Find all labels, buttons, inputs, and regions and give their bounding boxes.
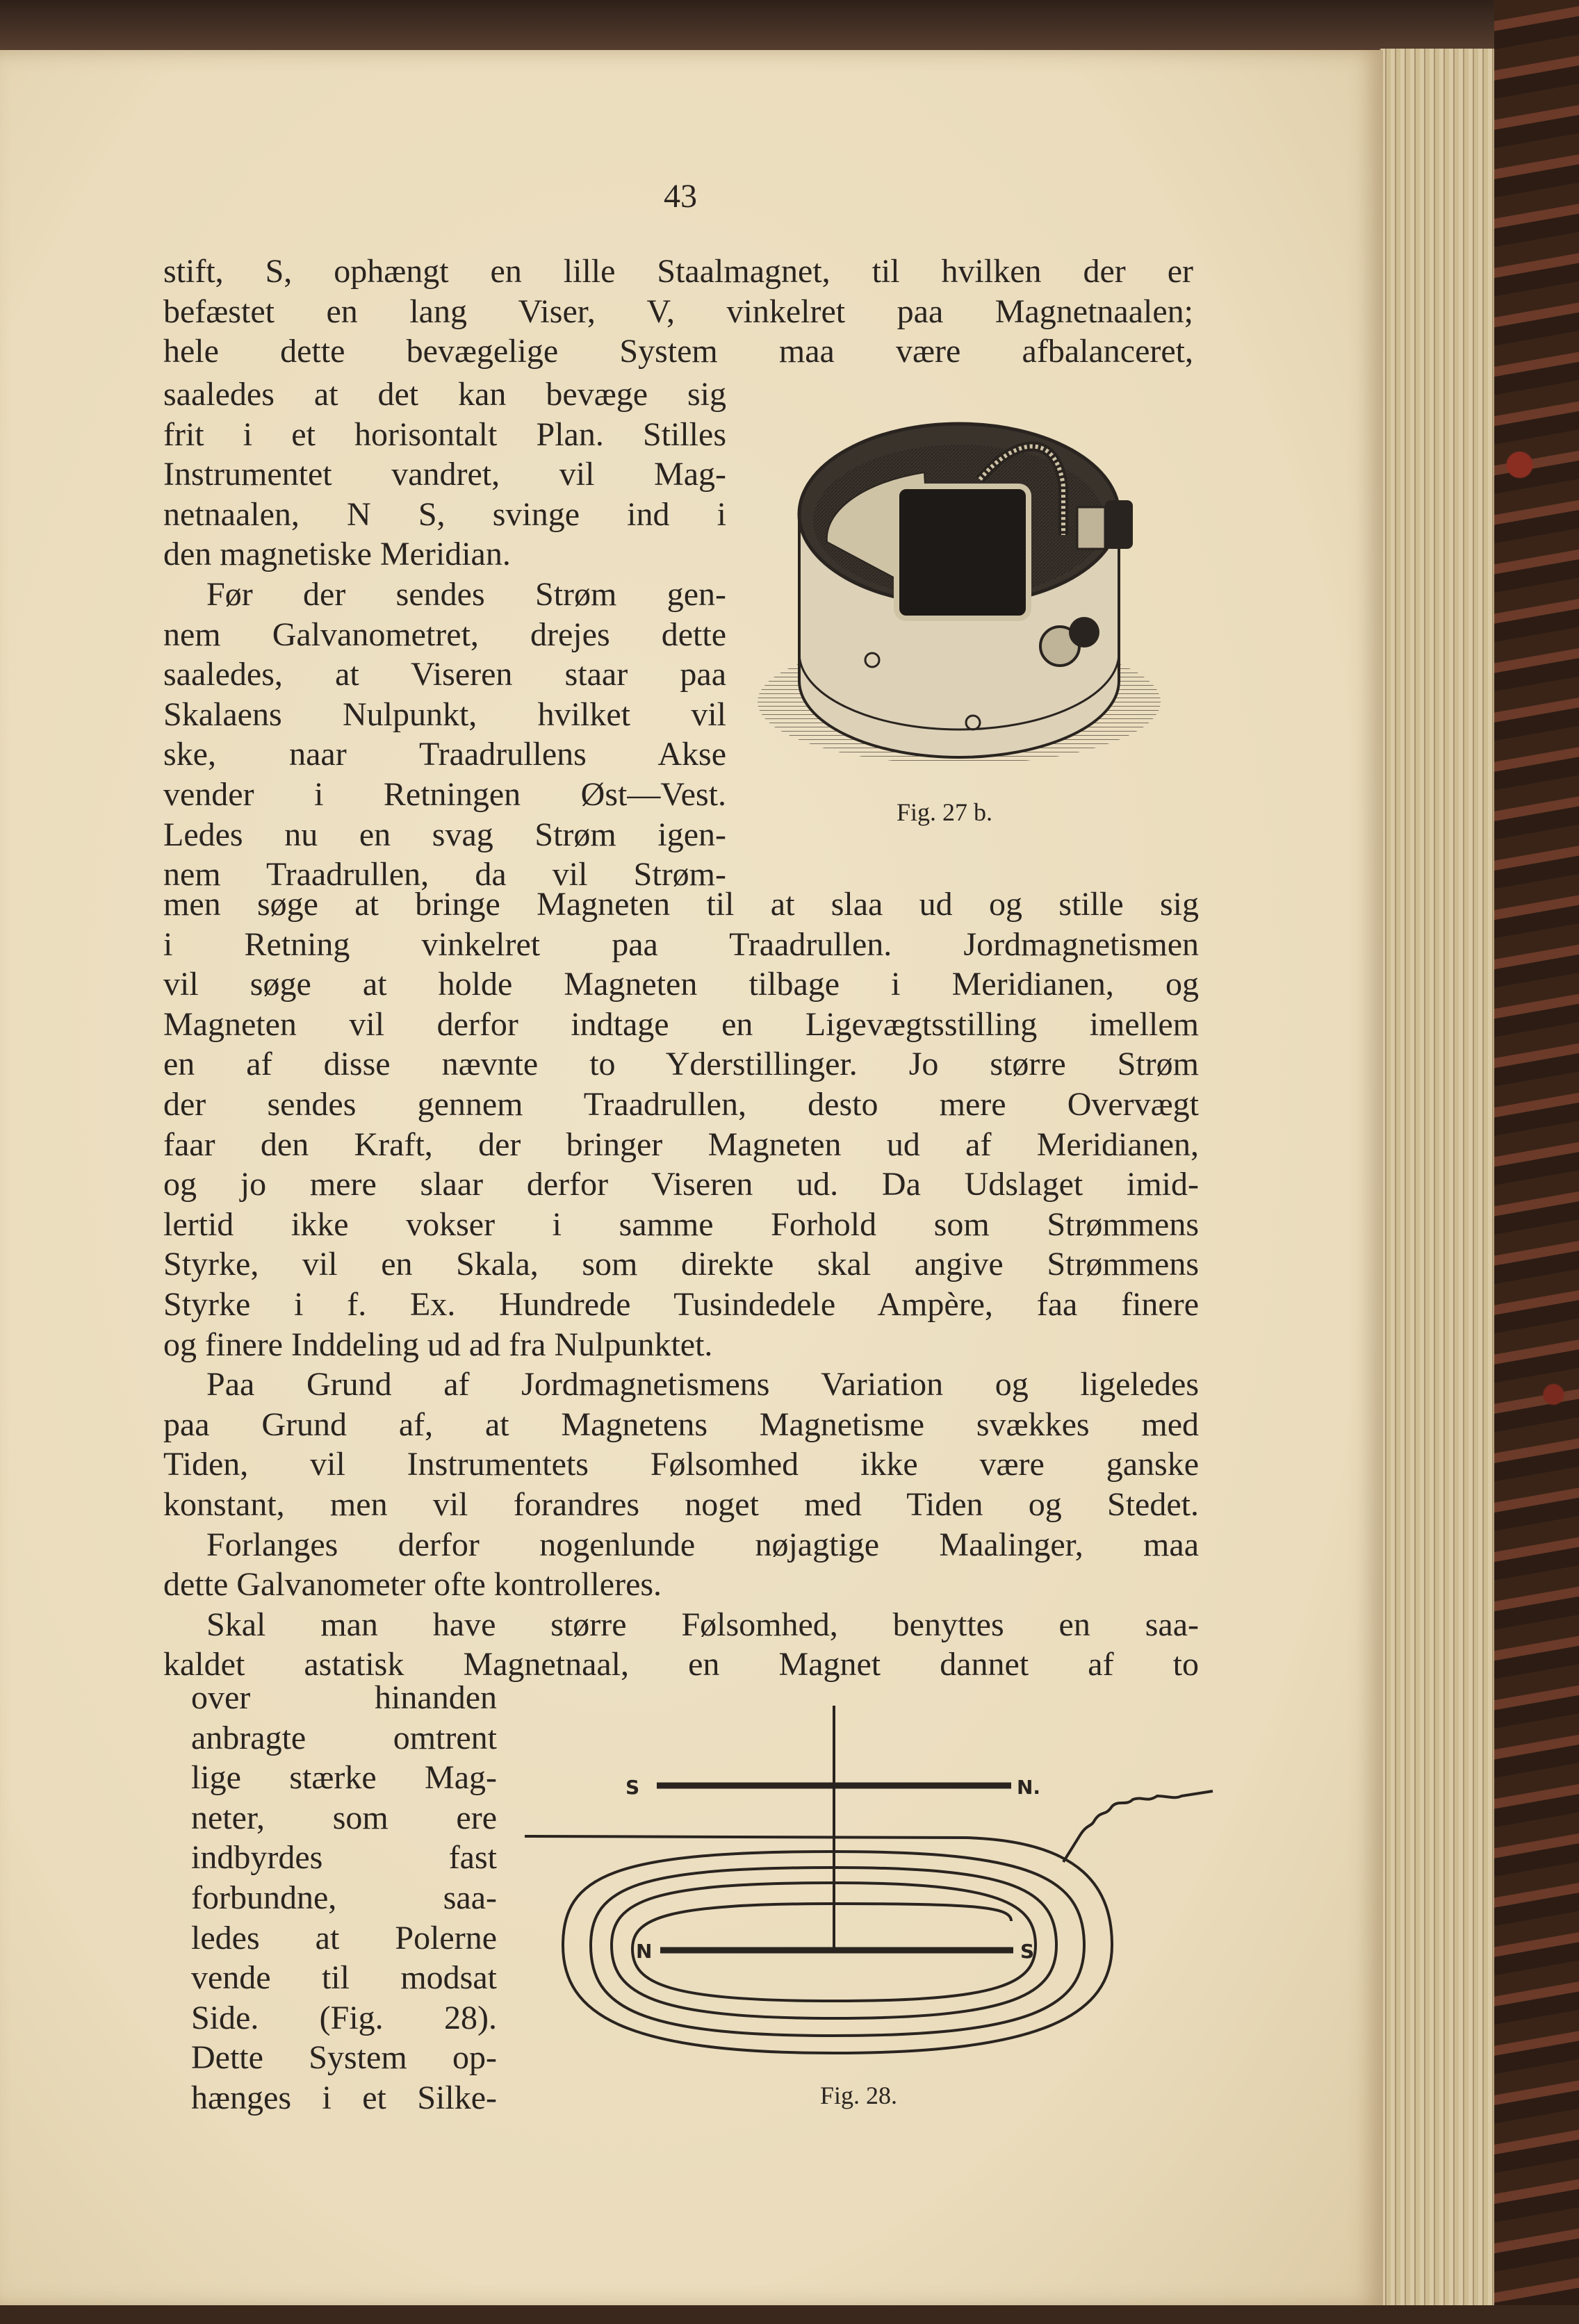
label-lower-s: S: [1020, 1940, 1035, 1963]
text-line: paa Grund af, at Magnetens Magnetisme svækkes med: [163, 1406, 1199, 1443]
text-line: kaldet astatisk Magnetnaal, en Magnet dannet af to: [163, 1646, 1199, 1683]
text-line: ledes at Polerne: [191, 1919, 497, 1956]
text-line: Skalaens Nulpunkt, hvilket vil: [163, 695, 726, 733]
label-upper-s: S: [625, 1776, 640, 1799]
text-line: frit i et horisontalt Plan. Stilles: [163, 415, 726, 453]
text-line: indbyrdes fast: [191, 1839, 497, 1877]
text-line: en af disse nævnte to Yderstillinger. Jo større Strøm: [163, 1046, 1199, 1083]
text-line: hele dette bevægelige System maa være afbalanceret,: [163, 333, 1193, 370]
text-line: der sendes gennem Traadrullen, desto mere Overvægt: [163, 1086, 1199, 1123]
text-line: og finere Inddeling ud ad fra Nulpunktet.: [163, 1326, 713, 1363]
text-line: forbundne, saa-: [191, 1879, 497, 1916]
text-line: ske, naar Traadrullens Akse: [163, 736, 726, 773]
text-line: men søge at bringe Magneten til at slaa ud og stille sig: [163, 886, 1199, 923]
text-line: Magneten vil derfor indtage en Ligevægtsstilling imellem: [163, 1005, 1199, 1043]
text-line: Før der sendes Strøm gen-: [206, 576, 726, 613]
text-line: Styrke, vil en Skala, som direkte skal angive Strømmens: [163, 1246, 1199, 1283]
text-line: i Retning vinkelret paa Traadrullen. Jordmagnetismen: [163, 925, 1199, 963]
text-line: faar den Kraft, der bringer Magneten ud af Meridianen,: [163, 1126, 1199, 1163]
figure-28-caption: Fig. 28.: [820, 2082, 898, 2109]
book-cover-top: [0, 0, 1579, 56]
text-line: stift, S, ophængt en lille Staalmagnet, til hvilken der er: [163, 253, 1193, 290]
text-line: neter, som ere: [191, 1799, 497, 1836]
text-line: saaledes, at Viseren staar paa: [163, 656, 726, 693]
page-number: 43: [664, 178, 697, 215]
book-cover-bottom: [0, 2305, 1579, 2324]
text-line: Ledes nu en svag Strøm igen-: [163, 816, 726, 853]
text-line: vil søge at holde Magneten tilbage i Meridianen, og: [163, 966, 1199, 1003]
text-line: anbragte omtrent: [191, 1719, 497, 1756]
book-cover-marbled: [1494, 0, 1579, 2324]
text-line: Styrke i f. Ex. Hundrede Tusindedele Ampère, faa finere: [163, 1286, 1199, 1323]
text-line: Dette System op-: [191, 2039, 497, 2077]
text-line: saaledes at det kan bevæge sig: [163, 376, 726, 413]
text-line: over hinanden: [191, 1679, 497, 1716]
text-line: vender i Retningen Øst—Vest.: [163, 776, 726, 813]
text-line: Forlanges derfor nogenlunde nøjagtige Maalinger, maa: [206, 1526, 1199, 1563]
text-line: den magnetiske Meridian.: [163, 536, 511, 573]
label-upper-n: N.: [1017, 1776, 1041, 1799]
text-line: hænges i et Silke-: [191, 2079, 497, 2116]
text-line: Paa Grund af Jordmagnetismens Variation og ligeledes: [206, 1366, 1199, 1403]
label-lower-n: N: [636, 1940, 653, 1963]
astatic-needle-diagram: [514, 1695, 1237, 2070]
text-line: netnaalen, N S, svinge ind i: [163, 495, 726, 533]
text-line: Side. (Fig. 28).: [191, 1999, 497, 2036]
galvanometer-illustration: [751, 410, 1181, 785]
figure-27b-caption: Fig. 27 b.: [897, 798, 993, 826]
text-line: nem Traadrullen, da vil Strøm-: [163, 856, 726, 893]
text-line: nem Galvanometret, drejes dette: [163, 616, 726, 653]
text-line: lertid ikke vokser i samme Forhold som Strømmens: [163, 1205, 1199, 1243]
text-line: Skal man have større Følsomhed, benyttes en saa-: [206, 1606, 1199, 1643]
text-line: lige stærke Mag-: [191, 1759, 497, 1797]
text-line: dette Galvanometer ofte kontrolleres.: [163, 1566, 662, 1604]
text-line: befæstet en lang Viser, V, vinkelret paa Magnetnaalen;: [163, 292, 1193, 330]
text-line: og jo mere slaar derfor Viseren ud. Da Udslaget imid-: [163, 1166, 1199, 1203]
text-line: Instrumentet vandret, vil Mag-: [163, 456, 726, 493]
coil-wire: [1063, 1791, 1213, 1862]
text-line: konstant, men vil forandres noget med Tiden og Stedet.: [163, 1486, 1199, 1523]
text-line: vende til modsat: [191, 1959, 497, 1997]
page-edges: [1380, 49, 1499, 2307]
text-line: Tiden, vil Instrumentets Følsomhed ikke være ganske: [163, 1446, 1199, 1483]
